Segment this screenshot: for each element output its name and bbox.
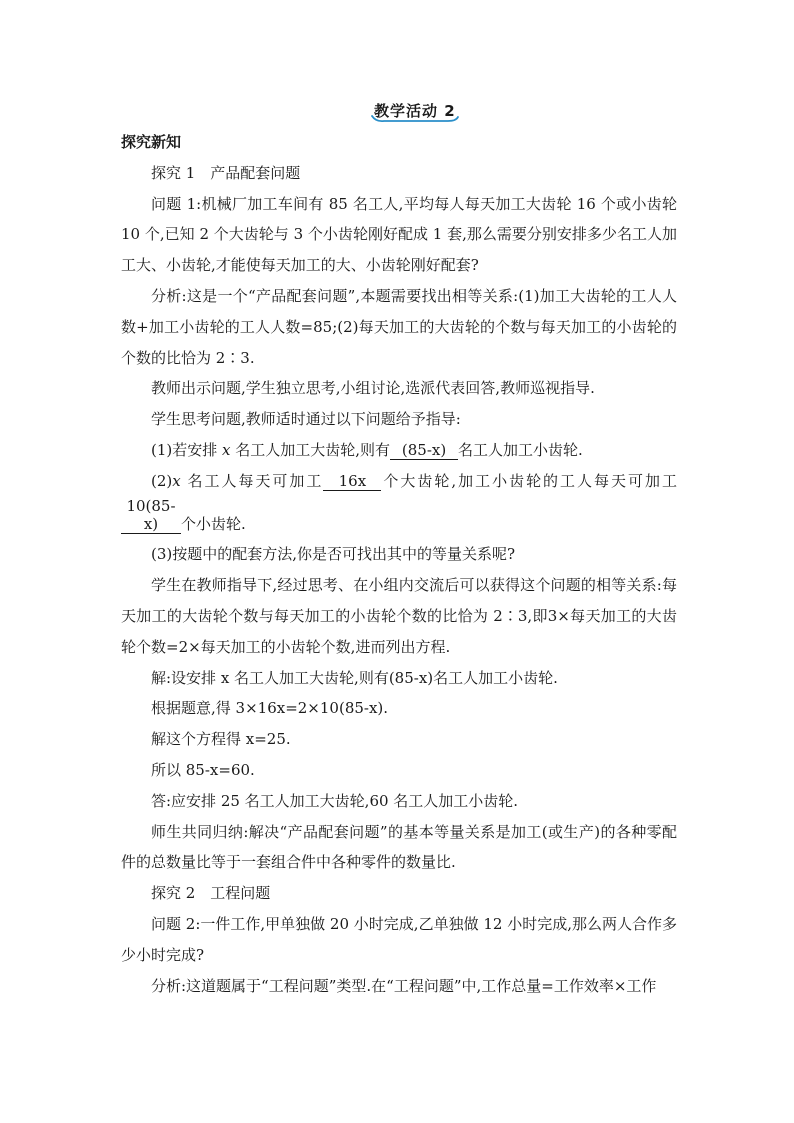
analysis-2-text: 分析:这道题属于“工程问题”类型.在“工程问题”中,工作总量=工作效率×工作 [151,976,657,995]
summary-text: 师生共同归纳:解决“产品配套问题”的基本等量关系是加工(或生产)的各种零配件的总数量比等于一套组合件中各种零件的数量比. [121,822,677,872]
teacher-instruction: 教师出示问题,学生独立思考,小组讨论,选派代表回答,教师巡视指导. [151,379,595,398]
q1-answer-blank: (85-x) [390,441,458,460]
exploration-1-label: 探究 1 产品配套问题 [151,163,301,182]
q2-suffix: 个小齿轮. [181,514,246,533]
q2-answer-blank-1: 16x [323,472,381,491]
q2-middle-2: 个大齿轮,加工小齿轮的工人每天可加工 [381,471,677,490]
q2-variable: x [172,471,181,490]
activity-title: 教学活动 2 [374,102,456,120]
q1-prefix: (1)若安排 [151,440,223,459]
solution-line-2: 根据题意,得 3×16x=2×10(85-x). [151,699,389,718]
q2-answer-blank-2: 10(85-x) [121,497,181,534]
q2-prefix: (2) [151,471,173,490]
q1-variable: x [222,440,231,459]
lesson-content [121,127,677,1001]
question-3: (3)按题中的配套方法,你是否可找出其中的等量关系呢? [151,545,516,564]
solution-line-3: 解这个方程得 x=25. [151,730,291,749]
question-1 [121,435,677,466]
section-heading: 探究新知 [121,133,182,151]
q1-middle: 名工人加工大齿轮,则有 [230,440,391,459]
solution-line-1: 解:设安排 x 名工人加工大齿轮,则有(85-x)名工人加工小齿轮. [151,668,558,687]
question-2 [121,466,677,540]
solution-answer: 答:应安排 25 名工人加工大齿轮,60 名工人加工小齿轮. [151,791,519,810]
analysis-1-text: 分析:这是一个“产品配套问题”,本题需要找出相等关系:(1)加工大齿轮的工人人数+加工小齿轮的工人人数=85;(2)每天加工的大齿轮的个数与每天加工的小齿轮的个数的比恰为 2∶3. [121,286,677,367]
problem-2-text: 问题 2:一件工作,甲单独做 20 小时完成,乙单独做 12 小时完成,那么两人合作多少小时完成? [121,914,677,964]
activity-title-block [370,100,460,130]
guidance-intro: 学生思考问题,教师适时通过以下问题给予指导: [151,410,461,429]
student-discussion: 学生在教师指导下,经过思考、在小组内交流后可以获得这个问题的相等关系:每天加工的大齿轮个数与每天加工的小齿轮个数的比恰为 2∶3,即3×每天加工的大齿轮个数=2×每天加工的小齿轮个数,进而列出方程. [121,576,677,656]
q2-middle: 名工人每天可加工 [180,471,324,490]
problem-1-text: 问题 1:机械厂加工车间有 85 名工人,平均每人每天加工大齿轮 16 个或小齿轮 10 个,已知 2 个大齿轮与 3 个小齿轮刚好配成 1 套,那么需要分别安排多少名工人加工大、小齿轮,才能使每天加工的大、小齿轮刚好配套? [121,194,677,275]
exploration-2-label: 探究 2 工程问题 [151,884,271,903]
solution-line-4: 所以 85-x=60. [151,760,255,779]
q1-suffix: 名工人加工小齿轮. [458,440,583,459]
